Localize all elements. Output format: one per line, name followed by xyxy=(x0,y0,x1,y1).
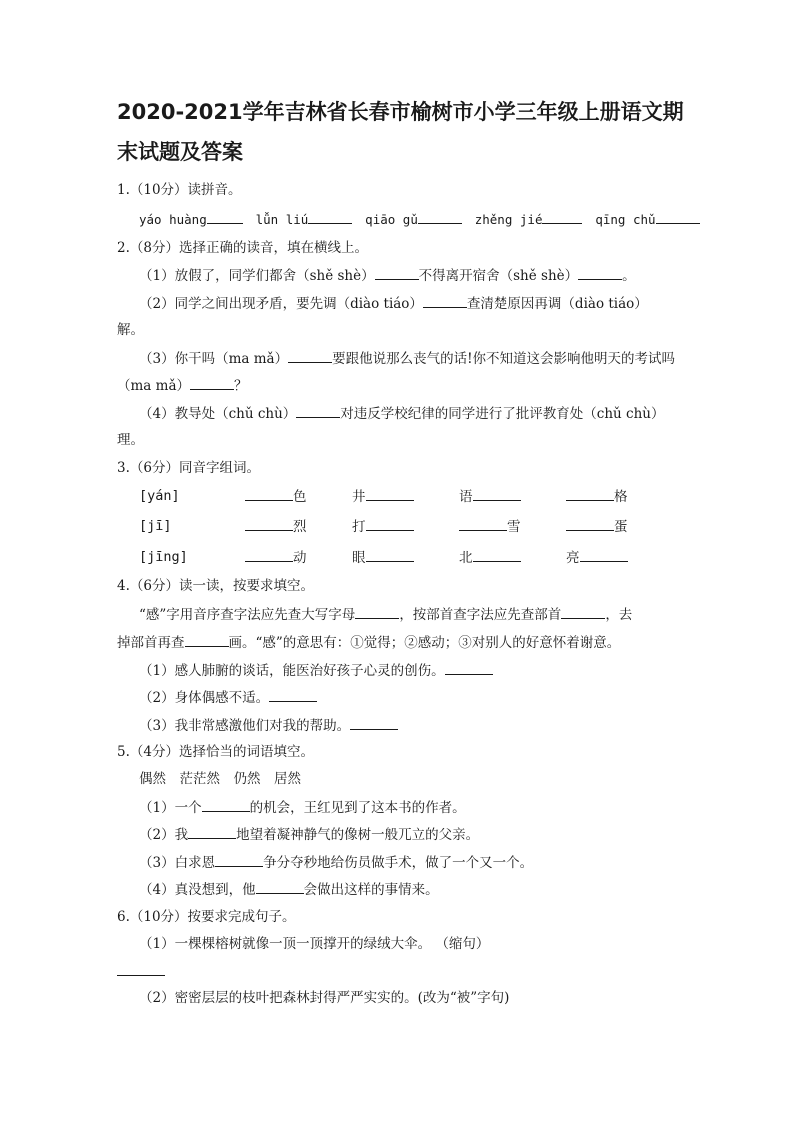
q5-word-bank: 偶然 茫茫然 仍然 居然 xyxy=(139,771,301,787)
answer-blank[interactable] xyxy=(355,604,399,619)
q3-char: 眼 xyxy=(352,550,366,566)
answer-blank[interactable] xyxy=(190,375,234,390)
q1-heading: 1.（10分）读拼音。 xyxy=(117,182,242,198)
answer-blank[interactable] xyxy=(207,209,243,224)
answer-blank[interactable] xyxy=(256,879,304,894)
q4-sentence-3 xyxy=(139,715,398,736)
q3-heading: 3.（6分）同音字组词。 xyxy=(117,460,260,476)
answer-blank[interactable] xyxy=(561,604,605,619)
q3-pinyin: [jī] xyxy=(139,518,172,534)
answer-blank[interactable] xyxy=(566,486,614,501)
answer-blank[interactable] xyxy=(656,209,700,224)
q2-text: ？ xyxy=(234,378,248,394)
q2-text: （1）放假了，同学们都舍（shě shè） xyxy=(139,268,375,284)
q2-item-2 xyxy=(139,293,648,314)
q5-text: 会做出这样的事情来。 xyxy=(303,882,439,898)
q5-text: （2）我 xyxy=(139,827,189,843)
answer-blank[interactable] xyxy=(578,265,622,280)
q6-sentence-2: （2）密密层层的枝叶把森林封得严严实实的。(改为“被”字句) xyxy=(139,990,510,1006)
answer-blank[interactable] xyxy=(423,293,467,308)
q5-text: 地望着凝神静气的像树一般兀立的父亲。 xyxy=(236,827,480,843)
q5-text: 争分夺秒地给伤员做手术，做了一个又一个。 xyxy=(263,855,534,871)
q2-text: 。 xyxy=(622,268,636,284)
q4-text: （1）感人肺腑的谈话，能医治好孩子心灵的创伤。 xyxy=(139,663,445,679)
q6-heading: 6.（10分）按要求完成句子。 xyxy=(117,909,296,925)
q2-item-3-cont xyxy=(117,375,248,396)
answer-blank[interactable] xyxy=(188,824,236,839)
q3-cell xyxy=(352,547,414,568)
answer-blank[interactable] xyxy=(296,403,340,418)
q4-heading: 4.（6分）读一读，按要求填空。 xyxy=(117,578,314,594)
answer-blank[interactable] xyxy=(366,486,414,501)
pinyin-item: qiāo gǔ xyxy=(365,212,418,227)
q2-item-3 xyxy=(139,348,675,369)
page-title: 2020-2021学年吉林省长春市榆树市小学三年级上册语文期 xyxy=(117,100,684,124)
q3-cell xyxy=(459,547,521,568)
q5-text: 的机会，王红见到了这本书的作者。 xyxy=(249,800,466,816)
q5-text: （3）白求恩 xyxy=(139,855,216,871)
answer-blank[interactable] xyxy=(288,348,332,363)
q2-text: 要跟他说那么丧气的话!你不知道这会影响他明天的考试吗 xyxy=(332,351,676,367)
q3-char: 井 xyxy=(352,489,366,505)
q3-char: 动 xyxy=(293,550,307,566)
q4-paragraph-cont xyxy=(117,632,620,653)
answer-blank[interactable] xyxy=(350,715,398,730)
q5-sentence-2 xyxy=(139,824,479,845)
q4-text: 画。“感”的意思有：①觉得；②感动；③对别人的好意怀着谢意。 xyxy=(228,635,621,651)
pinyin-item: qīng chǔ xyxy=(595,212,656,227)
pinyin-item: yáo huàng xyxy=(139,212,207,227)
answer-blank[interactable] xyxy=(202,797,250,812)
q3-pinyin: [jīng] xyxy=(139,549,188,565)
q5-sentence-4 xyxy=(139,879,439,900)
answer-blank[interactable] xyxy=(418,209,462,224)
q3-char: 亮 xyxy=(566,550,580,566)
q3-pinyin: [yán] xyxy=(139,488,180,504)
q6-answer-line xyxy=(117,961,165,982)
answer-blank[interactable] xyxy=(215,852,263,867)
answer-blank[interactable] xyxy=(308,209,352,224)
q2-item-4 xyxy=(139,403,664,424)
q5-sentence-1 xyxy=(139,797,466,818)
q2-text: （4）教导处（chǔ chù） xyxy=(139,406,297,422)
q4-text: ，按部首查字法应先查部首 xyxy=(399,607,562,623)
q3-cell xyxy=(245,547,307,568)
q2-text: （3）你干吗（ma mǎ） xyxy=(139,351,289,367)
pinyin-item: lǚn liú xyxy=(255,212,309,227)
answer-blank[interactable] xyxy=(566,516,614,531)
answer-blank[interactable] xyxy=(459,516,507,531)
q2-item-4-cont: 理。 xyxy=(117,432,144,448)
q3-cell xyxy=(352,516,414,537)
q3-cell xyxy=(352,486,414,507)
q3-char: 语 xyxy=(459,489,473,505)
answer-blank[interactable] xyxy=(269,687,317,702)
q1-pinyin-row xyxy=(139,209,700,230)
q5-sentence-3 xyxy=(139,852,533,873)
q3-cell xyxy=(459,486,521,507)
answer-blank[interactable] xyxy=(366,547,414,562)
answer-blank[interactable] xyxy=(366,516,414,531)
q3-cell xyxy=(245,516,307,537)
q3-cell xyxy=(245,486,307,507)
q3-char: 色 xyxy=(293,489,307,505)
q4-sentence-1 xyxy=(139,660,493,681)
answer-blank[interactable] xyxy=(580,547,628,562)
answer-blank[interactable] xyxy=(542,209,582,224)
q4-text: ，去 xyxy=(605,607,633,623)
q5-heading: 5.（4分）选择恰当的词语填空。 xyxy=(117,744,314,760)
q3-char: 打 xyxy=(352,519,366,535)
q2-heading: 2.（8分）选择正确的读音，填在横线上。 xyxy=(117,240,368,256)
q3-cell xyxy=(566,516,628,537)
q6-sentence-1: （1）一棵棵榕树就像一顶一顶撑开的绿绒大伞。 （缩句） xyxy=(139,936,490,952)
q3-char: 北 xyxy=(459,550,473,566)
q3-cell xyxy=(459,516,521,537)
q3-char: 格 xyxy=(614,489,628,505)
answer-blank[interactable] xyxy=(473,547,521,562)
q4-text: 掉部首再查 xyxy=(117,635,185,651)
q5-text: （4）真没想到，他 xyxy=(139,882,256,898)
q2-text: （2）同学之间出现矛盾，要先调（diào tiáo） xyxy=(139,296,423,312)
q4-text: （2）身体偶感不适。 xyxy=(139,690,270,706)
page-title-cont: 末试题及答案 xyxy=(117,140,243,164)
answer-blank[interactable] xyxy=(473,486,521,501)
q2-text: 查清楚原因再调（diào tiáo） xyxy=(466,296,648,312)
q5-text: （1）一个 xyxy=(139,800,202,816)
q2-text: 不得离开宿舍（shě shè） xyxy=(418,268,579,284)
answer-blank[interactable] xyxy=(185,632,229,647)
answer-blank[interactable] xyxy=(245,547,293,562)
q3-cell xyxy=(566,486,628,507)
answer-blank[interactable] xyxy=(245,516,293,531)
q2-item-1 xyxy=(139,265,636,286)
answer-blank[interactable] xyxy=(445,660,493,675)
q3-char: 雪 xyxy=(507,519,521,535)
q3-cell xyxy=(566,547,628,568)
q3-char: 蛋 xyxy=(614,519,628,535)
answer-blank[interactable] xyxy=(375,265,419,280)
q4-paragraph xyxy=(139,604,632,625)
q2-text: 对违反学校纪律的同学进行了批评教育处（chǔ chù） xyxy=(340,406,665,422)
q2-text: （ma mǎ） xyxy=(117,378,190,394)
q4-text: “感”字用音序查字法应先查大写字母 xyxy=(139,607,356,623)
q4-text: （3）我非常感激他们对我的帮助。 xyxy=(139,718,351,734)
answer-blank[interactable] xyxy=(245,486,293,501)
pinyin-item: zhěng jié xyxy=(474,212,543,227)
q4-sentence-2 xyxy=(139,687,317,708)
answer-blank[interactable] xyxy=(117,961,165,976)
q3-char: 烈 xyxy=(293,519,307,535)
q2-item-2-cont: 解。 xyxy=(117,322,144,338)
